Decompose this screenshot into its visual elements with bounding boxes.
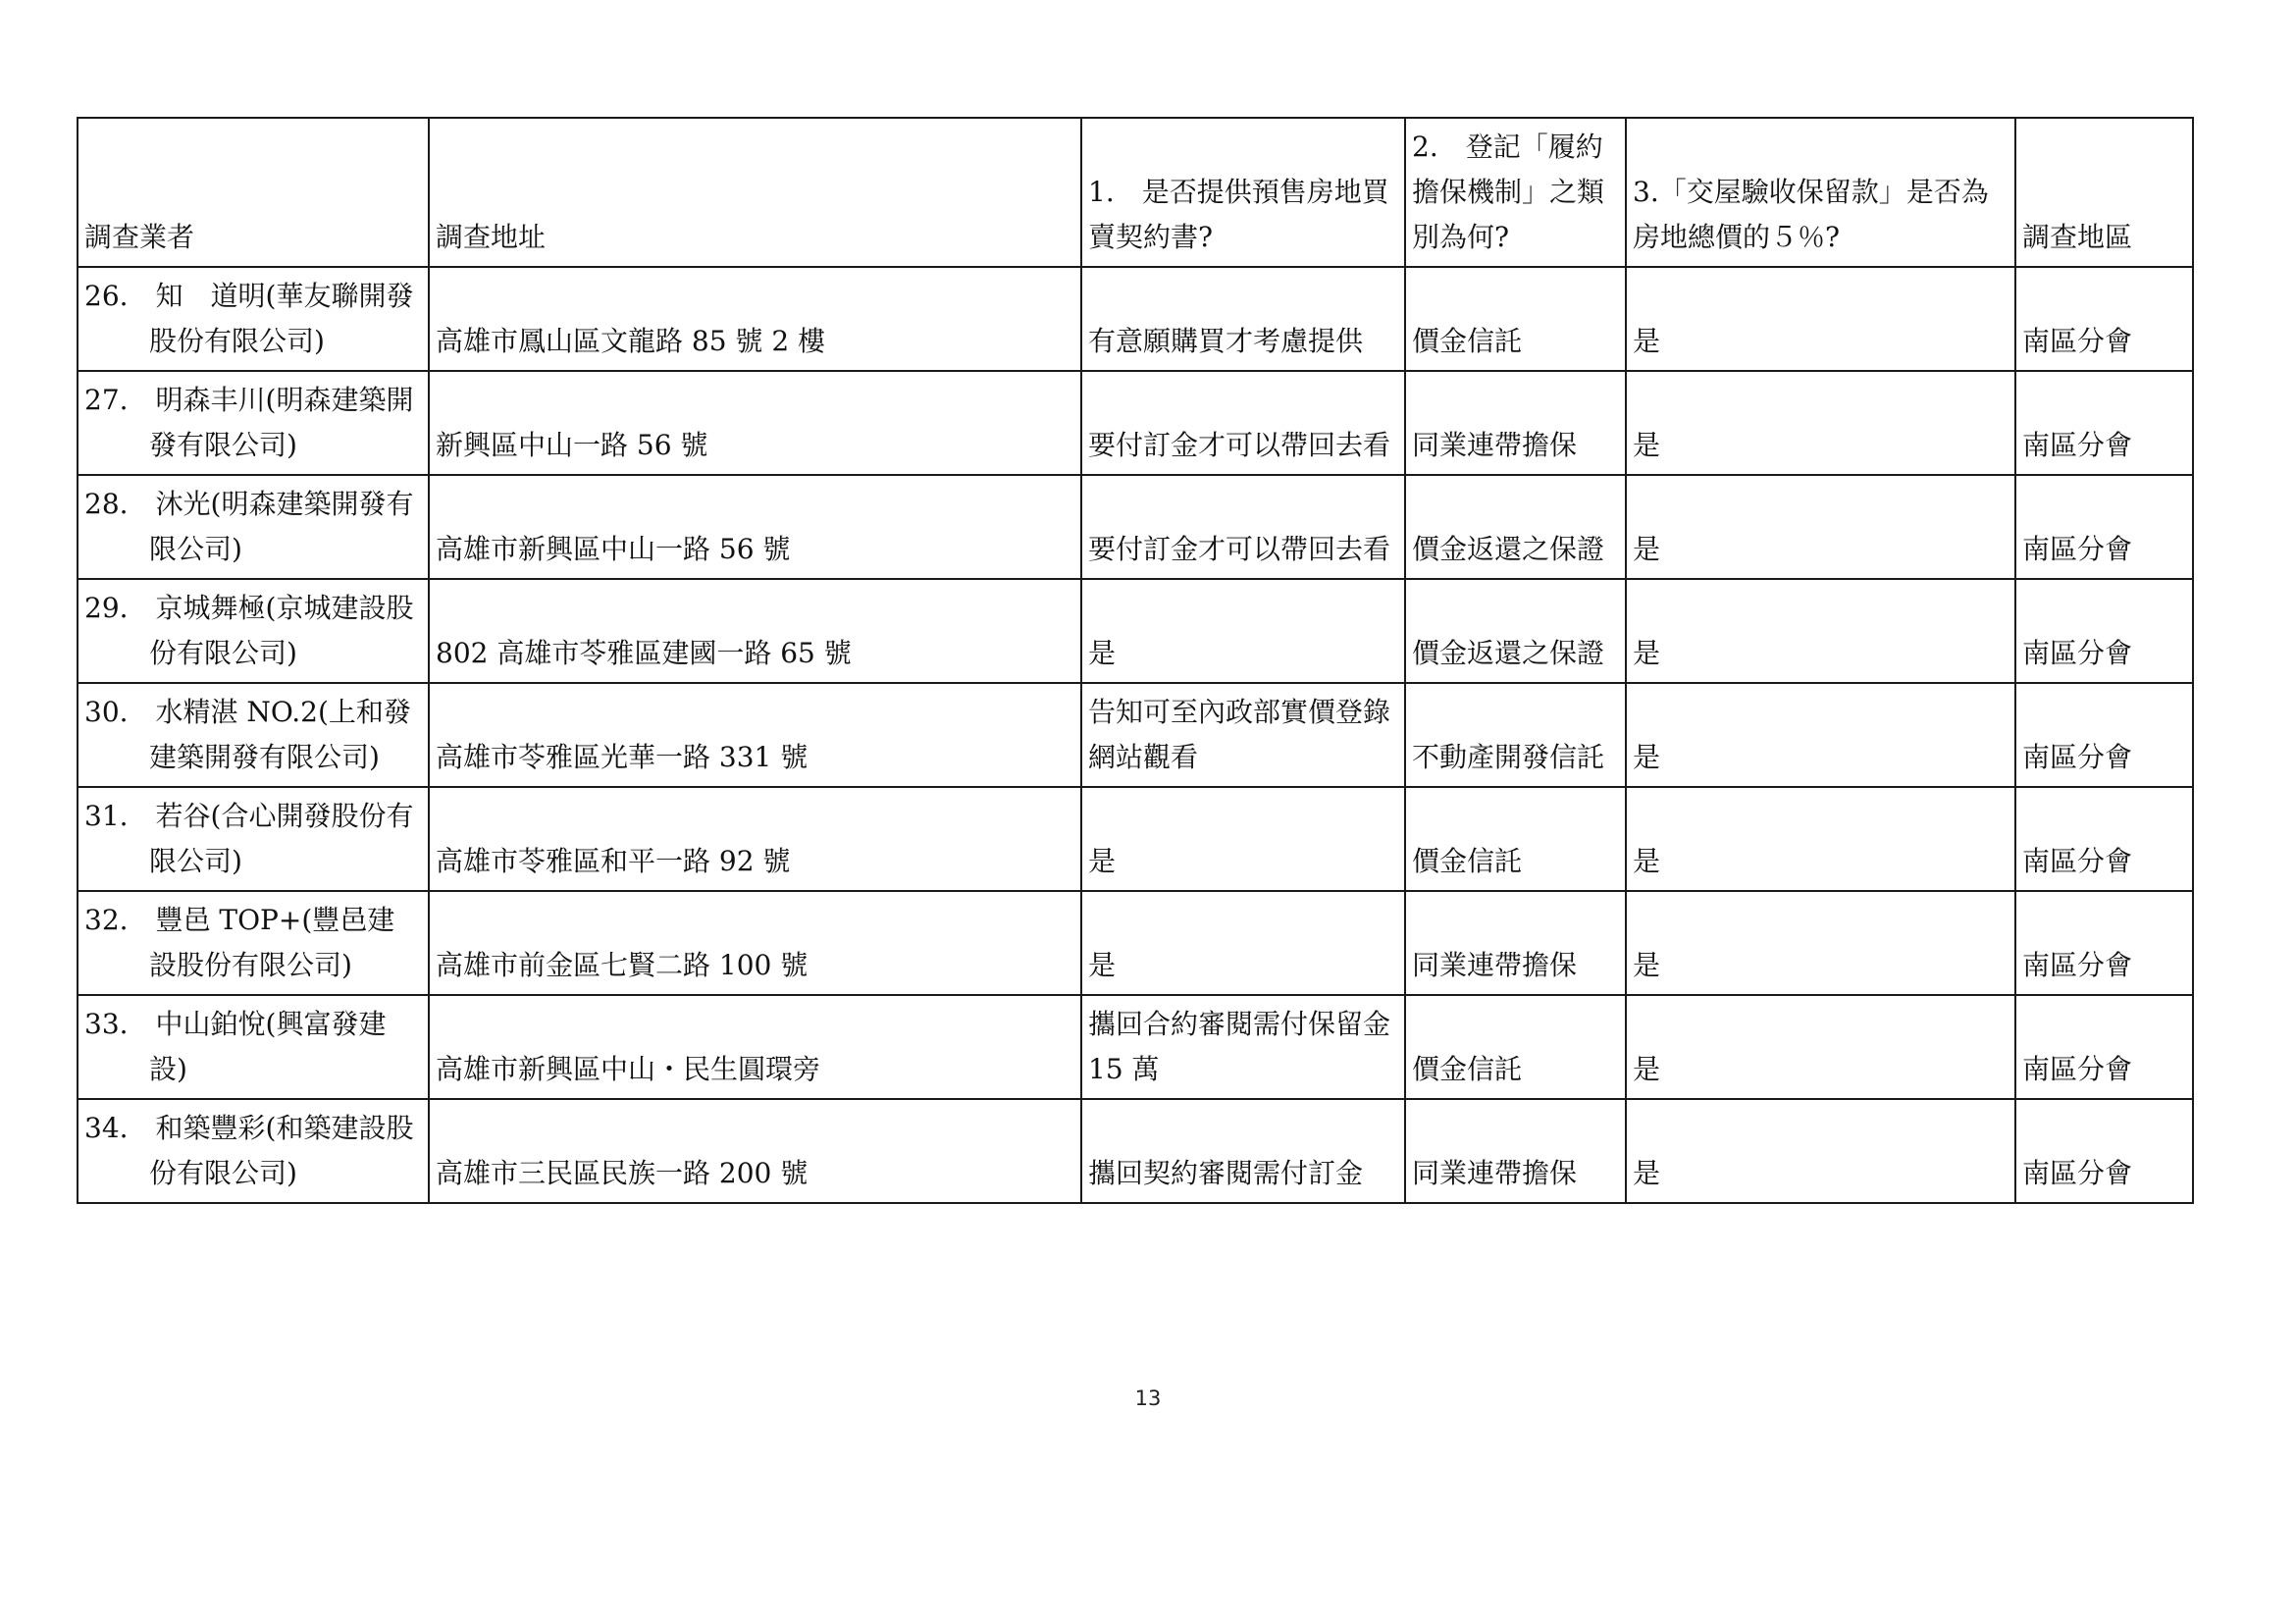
table-row bbox=[78, 891, 2193, 995]
cell-company bbox=[78, 267, 429, 371]
company-name: 33. 中山鉑悅(興富發建設) bbox=[84, 1008, 387, 1085]
cell-company bbox=[78, 995, 429, 1099]
cell-q3: 是 bbox=[1626, 579, 2015, 683]
cell-company bbox=[78, 683, 429, 787]
cell-address: 新興區中山一路 56 號 bbox=[429, 371, 1081, 475]
company-name: 30. 水精湛 NO.2(上和發建築開發有限公司) bbox=[84, 696, 411, 773]
cell-q3: 是 bbox=[1626, 787, 2015, 891]
cell-company bbox=[78, 371, 429, 475]
company-name: 32. 豐邑 TOP+(豐邑建設股份有限公司) bbox=[84, 904, 395, 981]
header-company: 調查業者 bbox=[78, 118, 429, 267]
cell-q3: 是 bbox=[1626, 891, 2015, 995]
table-row bbox=[78, 371, 2193, 475]
cell-q1: 是 bbox=[1081, 579, 1405, 683]
cell-region: 南區分會 bbox=[2015, 475, 2193, 579]
header-q1: 1. 是否提供預售房地買賣契約書? bbox=[1081, 118, 1405, 267]
cell-region: 南區分會 bbox=[2015, 267, 2193, 371]
cell-q2: 不動產開發信託 bbox=[1405, 683, 1626, 787]
cell-address: 高雄市前金區七賢二路 100 號 bbox=[429, 891, 1081, 995]
cell-q3: 是 bbox=[1626, 267, 2015, 371]
cell-address: 802 高雄市苓雅區建國一路 65 號 bbox=[429, 579, 1081, 683]
cell-q1: 要付訂金才可以帶回去看 bbox=[1081, 371, 1405, 475]
cell-q1: 要付訂金才可以帶回去看 bbox=[1081, 475, 1405, 579]
cell-address: 高雄市苓雅區和平一路 92 號 bbox=[429, 787, 1081, 891]
cell-q1: 有意願購買才考慮提供 bbox=[1081, 267, 1405, 371]
cell-address: 高雄市鳳山區文龍路 85 號 2 樓 bbox=[429, 267, 1081, 371]
cell-q3: 是 bbox=[1626, 995, 2015, 1099]
cell-q1: 是 bbox=[1081, 891, 1405, 995]
cell-address: 高雄市苓雅區光華一路 331 號 bbox=[429, 683, 1081, 787]
cell-region: 南區分會 bbox=[2015, 579, 2193, 683]
company-name: 34. 和築豐彩(和築建設股份有限公司) bbox=[84, 1112, 414, 1189]
company-name: 26. 知 道明(華友聯開發股份有限公司) bbox=[84, 280, 414, 357]
cell-region: 南區分會 bbox=[2015, 995, 2193, 1099]
cell-address: 高雄市三民區民族一路 200 號 bbox=[429, 1099, 1081, 1203]
cell-q2: 價金信託 bbox=[1405, 267, 1626, 371]
table-row bbox=[78, 579, 2193, 683]
header-address: 調查地址 bbox=[429, 118, 1081, 267]
header-region: 調查地區 bbox=[2015, 118, 2193, 267]
survey-table bbox=[77, 117, 2194, 1204]
page-number: 13 bbox=[1134, 1387, 1162, 1410]
cell-region: 南區分會 bbox=[2015, 371, 2193, 475]
cell-q2: 價金信託 bbox=[1405, 995, 1626, 1099]
cell-q1: 攜回契約審閱需付訂金 bbox=[1081, 1099, 1405, 1203]
cell-region: 南區分會 bbox=[2015, 787, 2193, 891]
cell-q2: 價金返還之保證 bbox=[1405, 579, 1626, 683]
cell-company bbox=[78, 1099, 429, 1203]
cell-company bbox=[78, 891, 429, 995]
cell-q2: 同業連帶擔保 bbox=[1405, 371, 1626, 475]
company-name: 31. 若谷(合心開發股份有限公司) bbox=[84, 800, 414, 877]
table-row bbox=[78, 267, 2193, 371]
cell-region: 南區分會 bbox=[2015, 683, 2193, 787]
cell-q3: 是 bbox=[1626, 683, 2015, 787]
cell-region: 南區分會 bbox=[2015, 1099, 2193, 1203]
table-row bbox=[78, 683, 2193, 787]
cell-q2: 價金信託 bbox=[1405, 787, 1626, 891]
table-row bbox=[78, 787, 2193, 891]
cell-q2: 價金返還之保證 bbox=[1405, 475, 1626, 579]
header-q2: 2. 登記「履約擔保機制」之類別為何? bbox=[1405, 118, 1626, 267]
cell-address: 高雄市新興區中山一路 56 號 bbox=[429, 475, 1081, 579]
header-q3: 3.「交屋驗收保留款」是否為房地總價的５％? bbox=[1626, 118, 2015, 267]
table-row bbox=[78, 475, 2193, 579]
cell-address: 高雄市新興區中山・民生圓環旁 bbox=[429, 995, 1081, 1099]
cell-q3: 是 bbox=[1626, 371, 2015, 475]
cell-company bbox=[78, 579, 429, 683]
cell-q2: 同業連帶擔保 bbox=[1405, 891, 1626, 995]
cell-q3: 是 bbox=[1626, 1099, 2015, 1203]
table-header-row bbox=[78, 118, 2193, 267]
cell-q1: 是 bbox=[1081, 787, 1405, 891]
company-name: 27. 明森丰川(明森建築開發有限公司) bbox=[84, 384, 414, 461]
table-row bbox=[78, 995, 2193, 1099]
cell-q2: 同業連帶擔保 bbox=[1405, 1099, 1626, 1203]
company-name: 28. 沐光(明森建築開發有限公司) bbox=[84, 488, 414, 565]
table-row bbox=[78, 1099, 2193, 1203]
cell-company bbox=[78, 787, 429, 891]
cell-q3: 是 bbox=[1626, 475, 2015, 579]
company-name: 29. 京城舞極(京城建設股份有限公司) bbox=[84, 592, 414, 669]
cell-q1: 告知可至內政部實價登錄網站觀看 bbox=[1081, 683, 1405, 787]
cell-region: 南區分會 bbox=[2015, 891, 2193, 995]
cell-company bbox=[78, 475, 429, 579]
cell-q1: 攜回合約審閱需付保留金 15 萬 bbox=[1081, 995, 1405, 1099]
